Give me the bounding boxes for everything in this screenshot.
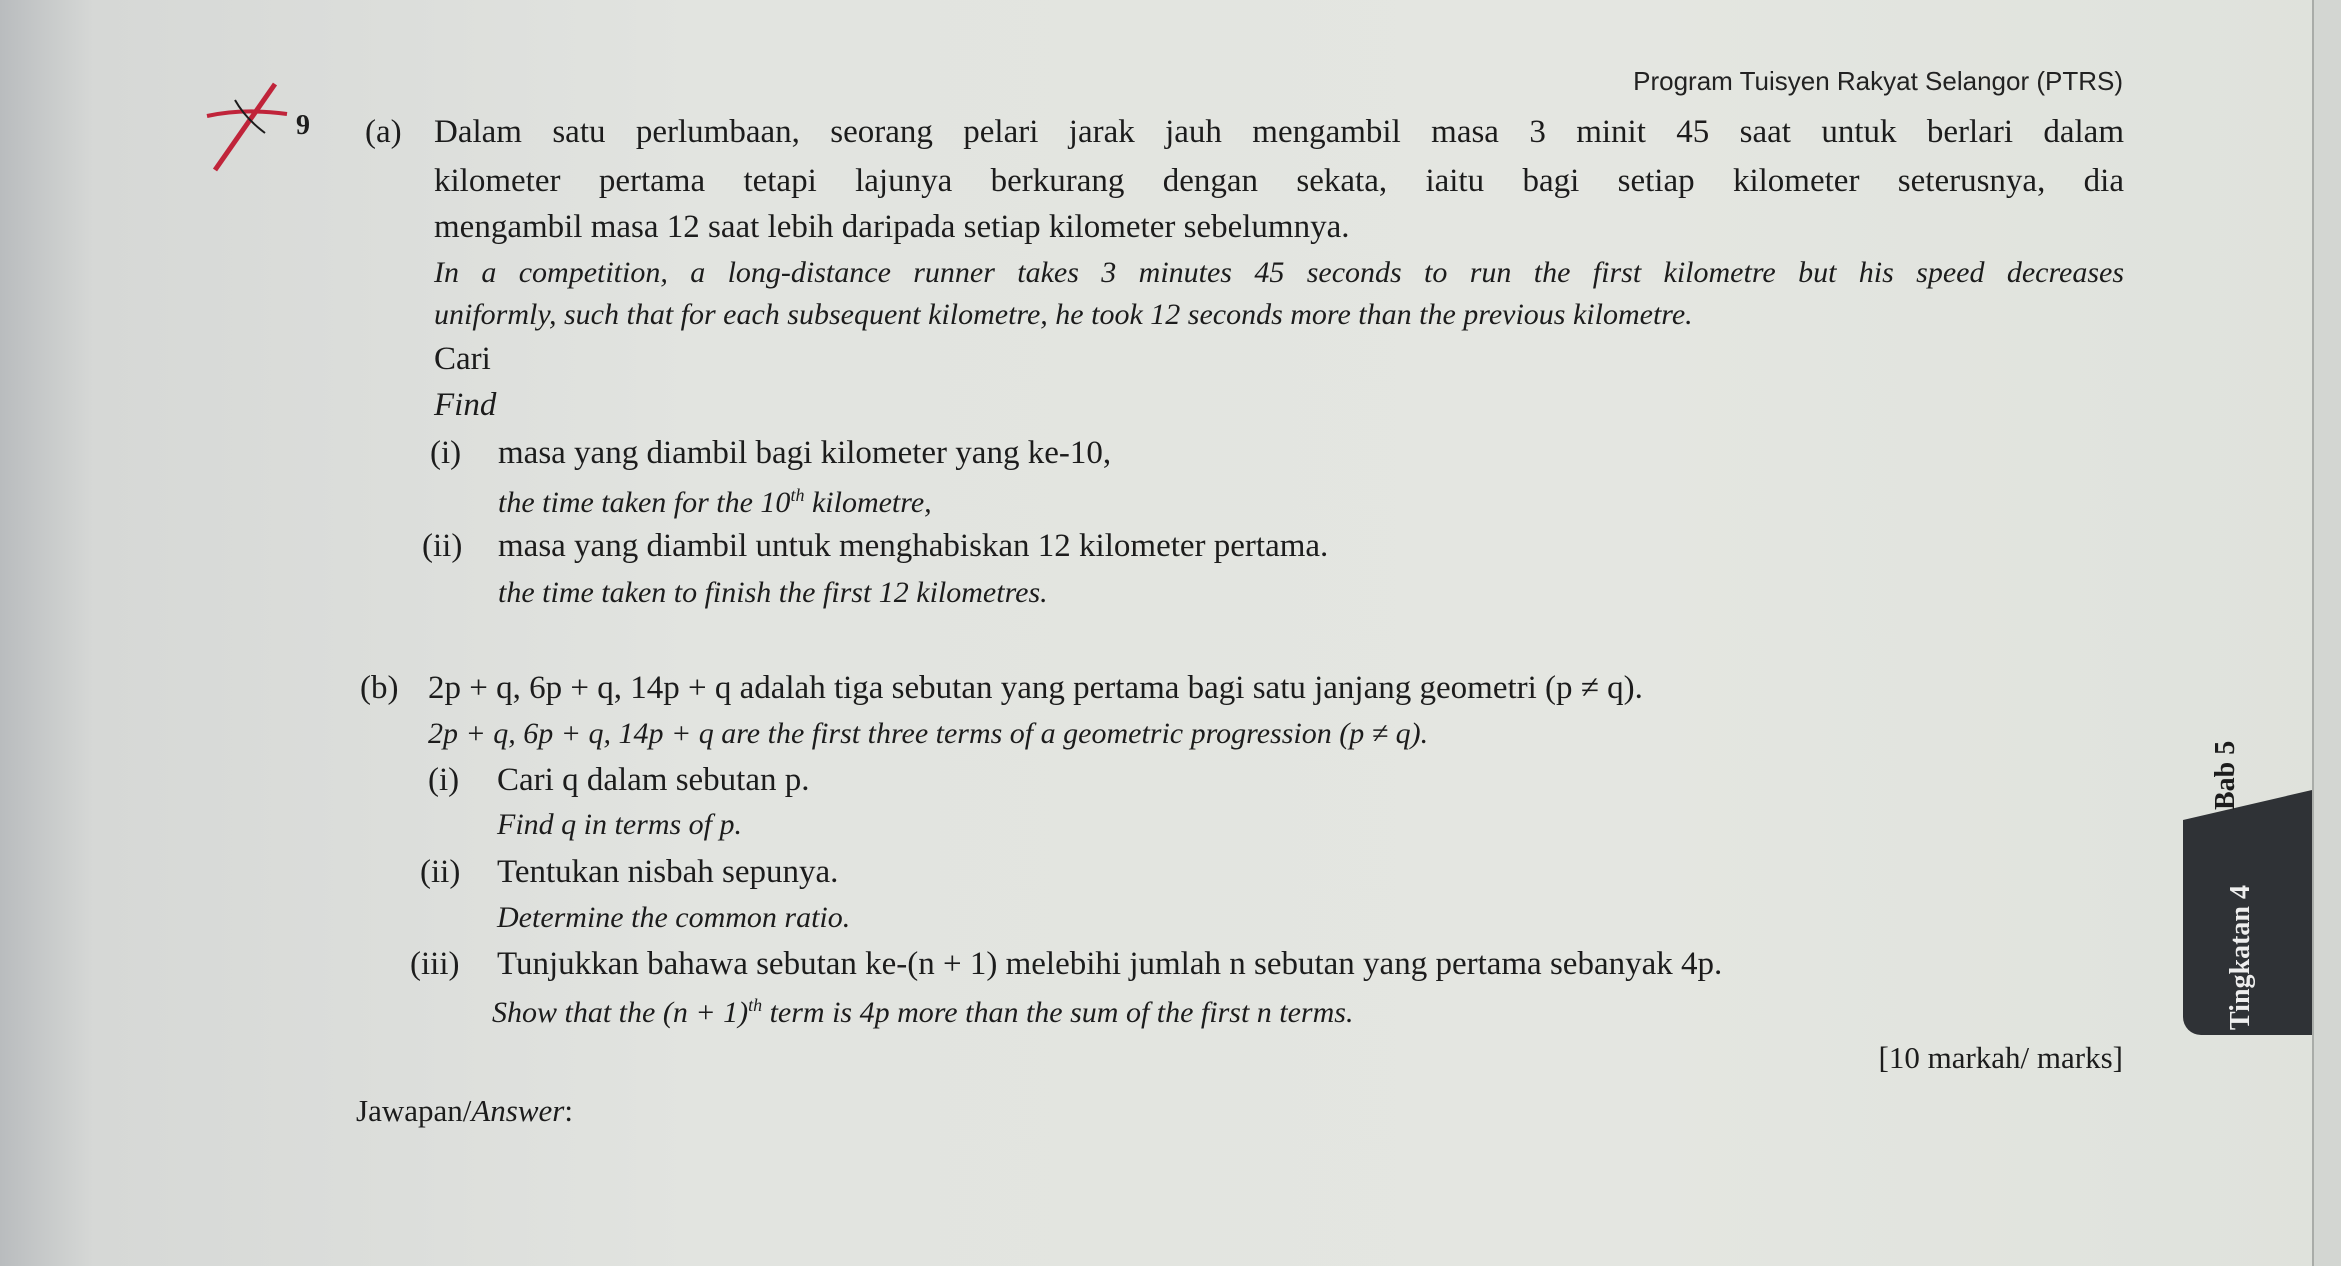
header-title: Program Tuisyen Rakyat Selangor (PTRS) bbox=[1633, 66, 2123, 96]
part-b-i-en: Find q in terms of p. bbox=[497, 808, 742, 841]
part-b-ms: 2p + q, 6p + q, 14p + q adalah tiga sebutan yang pertama bagi satu janjang geometri (p ≠ q). bbox=[428, 670, 1643, 706]
find-label: Find bbox=[434, 387, 497, 423]
part-b-label: (b) bbox=[360, 670, 399, 706]
part-a-en-line: In a competition, a long-distance runner takes 3 minutes 45 seconds to run the first kilometre but his speed decreases bbox=[434, 256, 2124, 289]
asterisk-mark-icon bbox=[205, 78, 290, 173]
part-b-i-label: (i) bbox=[428, 762, 460, 798]
part-a-en-line: uniformly, such that for each subsequent kilometre, he took 12 seconds more than the previous kilometre. bbox=[434, 298, 1693, 331]
part-a-i-en: the time taken for the 10th kilometre, bbox=[498, 485, 932, 519]
part-b-iii-label: (iii) bbox=[410, 946, 460, 982]
marks-label: [10 markah/ marks] bbox=[1878, 1040, 2123, 1075]
tab-chapter-label: Bab 5 bbox=[2210, 740, 2241, 810]
part-b-en: 2p + q, 6p + q, 14p + q are the first three terms of a geometric progression (p ≠ q). bbox=[428, 717, 1429, 750]
answer-label: Jawapan/Answer: bbox=[356, 1093, 573, 1128]
part-b-iii-ms: Tunjukkan bahawa sebutan ke-(n + 1) melebihi jumlah n sebutan yang pertama sebanyak 4p. bbox=[497, 946, 1723, 982]
part-b-ii-label: (ii) bbox=[420, 854, 461, 890]
part-a-i-label: (i) bbox=[430, 435, 462, 471]
part-b-iii-en: Show that the $(n + 1)^{th}$ term is 4p more than the sum of the first n terms. bbox=[492, 995, 1354, 1029]
tab-form-label: Tingkatan 4 bbox=[2225, 885, 2256, 1030]
part-a-i-ms: masa yang diambil bagi kilometer yang ke-10, bbox=[498, 435, 1112, 471]
part-a-ii-en: the time taken to finish the first 12 kilometres. bbox=[498, 576, 1048, 609]
part-a-ii-label: (ii) bbox=[422, 528, 463, 564]
part-a-ms-line: mengambil masa 12 saat lebih daripada setiap kilometer sebelumnya. bbox=[434, 209, 1350, 245]
part-a-ii-ms: masa yang diambil untuk menghabiskan 12 kilometer pertama. bbox=[498, 528, 1329, 564]
part-a-ms-line: kilometer pertama tetapi lajunya berkurang dengan sekata, iaitu bagi setiap kilometer seterusnya, dia bbox=[434, 163, 2124, 199]
part-a-label: (a) bbox=[365, 114, 402, 150]
margin-line bbox=[2312, 0, 2314, 1266]
part-b-i-ms: Cari q dalam sebutan p. bbox=[497, 762, 810, 798]
part-b-ii-ms: Tentukan nisbah sepunya. bbox=[497, 854, 839, 890]
question-number: 9 bbox=[296, 110, 310, 141]
part-a-ms-line: Dalam satu perlumbaan, seorang pelari jarak jauh mengambil masa 3 minit 45 saat untuk berlari dalam bbox=[434, 114, 2124, 150]
cari-label: Cari bbox=[434, 341, 491, 377]
page-edge bbox=[2314, 0, 2341, 1266]
part-b-ii-en: Determine the common ratio. bbox=[497, 901, 851, 934]
